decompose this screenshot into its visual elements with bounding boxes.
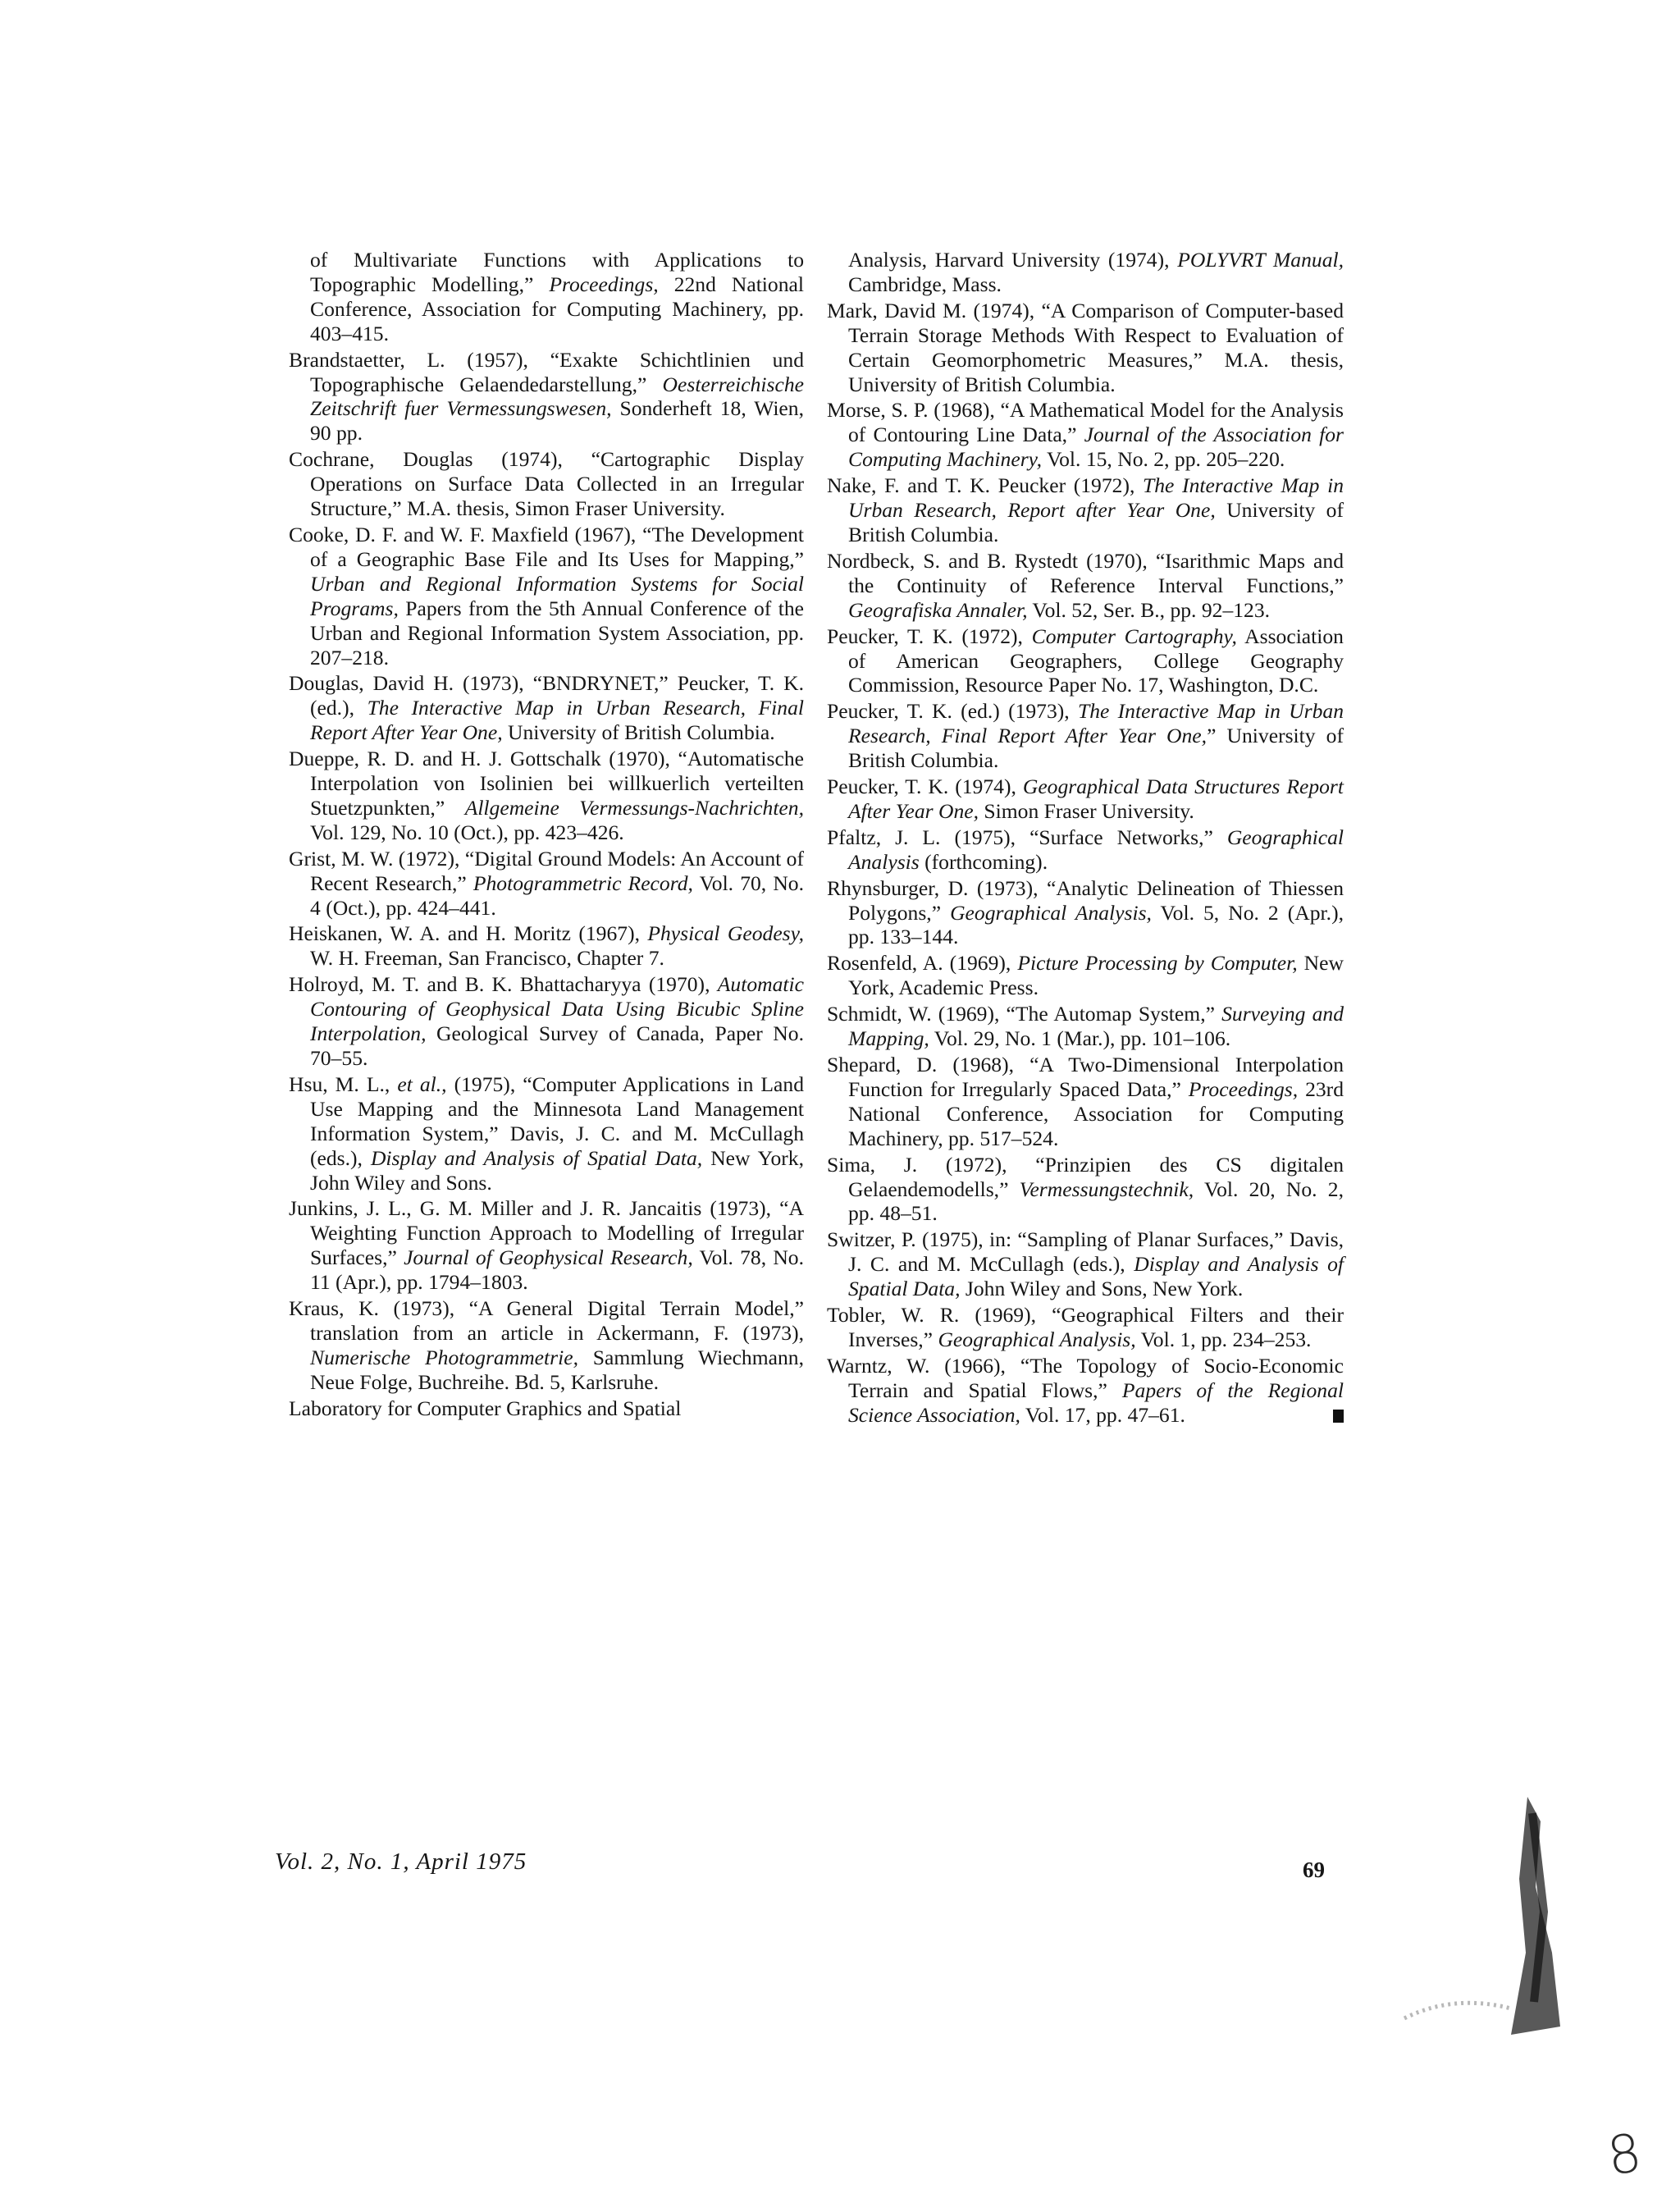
reference-entry <box>289 523 804 669</box>
reference-text: Association of American Geographers, College Geography Commission, Resource Paper No. 17, Washington, D.C. <box>848 624 1344 697</box>
reference-text: Cooke, D. F. and W. F. Maxfield (1967), “The Development of a Geographic Base File and Its Uses for Mapping,” <box>289 522 804 571</box>
reference-text: Holroyd, M. T. and B. K. Bhattacharyya (1970), <box>289 972 718 997</box>
reference-text: Cochrane, Douglas (1974), “Cartographic Display Operations on Surface Data Collected in an Irregular Structure,” M.A. thesis, Simon Fraser University. <box>289 447 804 521</box>
reference-entry <box>289 447 804 521</box>
reference-text: Peucker, T. K. (1974), <box>827 775 1023 799</box>
reference-entry <box>827 299 1344 397</box>
reference-text: Brandstaetter, L. (1957), “Exakte Schichtlinien und Topographische Gelaendedarstellung,” <box>289 347 804 396</box>
left-column <box>289 248 804 1423</box>
reference-title: Journal of Geophysical Research, <box>404 1245 693 1270</box>
reference-text: Sammlung Wiechmann, Neue Folge, Buchreihe. Bd. 5, Karlsruhe. <box>310 1345 804 1394</box>
page-number: 69 <box>1303 1858 1325 1882</box>
reference-entry <box>827 549 1344 623</box>
reference-title: Display and Analysis of Spatial Data, <box>370 1145 703 1170</box>
reference-text: Rhynsburger, D. (1973), “Analytic Delineation of Thiessen Polygons,” <box>827 875 1344 925</box>
reference-entry <box>827 775 1344 824</box>
reference-text: New York, John Wiley and Sons. <box>310 1145 804 1195</box>
reference-title: et al., <box>397 1072 447 1096</box>
reference-title: Numerische Photogrammetrie, <box>310 1345 578 1369</box>
reference-text: Hsu, M. L., <box>289 1072 398 1096</box>
reference-title: Proceedings, <box>1188 1076 1299 1101</box>
reference-text: Warntz, W. (1966), “The Topology of Socio-Economic Terrain and Spatial Flows,” <box>827 1353 1344 1402</box>
reference-entry <box>827 1354 1344 1428</box>
reference-text: Vol. 78, No. 11 (Apr.), pp. 1794–1803. <box>310 1245 804 1295</box>
reference-entry <box>827 825 1344 875</box>
reference-title: Allgemeine Vermessungs-Nachrichten, <box>464 795 804 820</box>
reference-text: Peucker, T. K. (1972), <box>827 624 1032 648</box>
reference-text: Vol. 70, No. 4 (Oct.), pp. 424–441. <box>310 871 805 920</box>
reference-text: Douglas, David H. (1973), “BNDRYNET,” Peucker, T. K. (ed.), <box>289 671 804 720</box>
reference-text: University of British Columbia. <box>848 498 1344 546</box>
reference-title: Display and Analysis of Spatial Data, <box>848 1252 1344 1301</box>
reference-text: Kraus, K. (1973), “A General Digital Terrain Model,” translation from an article in Ackermann, F. (1973), <box>289 1296 804 1345</box>
reference-text: Dueppe, R. D. and H. J. Gottschalk (1970), “Automatische Interpolation von Isolinien bei willkuerlich verteilten Stuetzpunkten,” <box>289 747 804 820</box>
reference-title: Surveying and Mapping, <box>848 1002 1344 1051</box>
reference-text: Vol. 52, Ser. B., pp. 92–123. <box>1027 597 1271 622</box>
reference-entry <box>289 921 804 971</box>
reference-text: Vol. 5, No. 2 (Apr.), pp. 133–144. <box>848 900 1344 949</box>
reference-entry <box>289 348 804 446</box>
reference-entry <box>827 699 1344 773</box>
reference-entry <box>289 1196 804 1295</box>
reference-text: Laboratory for Computer Graphics and Spatial <box>289 1396 682 1420</box>
reference-text: Mark, David M. (1974), “A Comparison of Computer-based Terrain Storage Methods With Respect to Evaluation of Certain Geomorphometric Measures,” M.A. thesis, University of British Columbia. <box>827 298 1344 396</box>
reference-text: 23rd National Conference, Association for Computing Machinery, pp. 517–524. <box>848 1076 1344 1150</box>
reference-entry <box>289 747 804 845</box>
reference-title: Geografiska Annaler, <box>848 597 1028 622</box>
reference-text: Simon Fraser University. <box>979 798 1194 823</box>
reference-text: ” University of British Columbia. <box>848 724 1344 773</box>
reference-entry <box>827 1153 1344 1227</box>
journal-footer: Vol. 2, No. 1, April 1975 <box>275 1848 527 1875</box>
reference-title: Oesterreichische Zeitschrift fuer Vermessungswesen, <box>310 372 804 421</box>
reference-text: Analysis, Harvard University (1974), <box>848 248 1178 272</box>
reference-text: Nordbeck, S. and B. Rystedt (1970), “Isarithmic Maps and the Continuity of Reference Interval Functions,” <box>827 548 1344 597</box>
reference-text: W. H. Freeman, San Francisco, Chapter 7. <box>310 946 664 971</box>
reference-text: Pfaltz, J. L. (1975), “Surface Networks,” <box>827 825 1227 849</box>
reference-text: Geological Survey of Canada, Paper No. 70–55. <box>310 1021 804 1070</box>
reference-text: 22nd National Conference, Association for Computing Machinery, pp. 403–415. <box>310 272 804 345</box>
reference-entry <box>827 951 1344 1000</box>
end-of-article-mark <box>1333 1410 1344 1423</box>
reference-entry <box>289 248 804 346</box>
reference-entry <box>827 624 1344 698</box>
reference-entry <box>827 1002 1344 1051</box>
reference-text: University of British Columbia. <box>502 720 775 745</box>
reference-text: Vol. 20, No. 2, pp. 48–51. <box>848 1177 1344 1226</box>
reference-title: POLYVRT Manual, <box>1177 248 1344 272</box>
reference-title: Geographical Data Structures Report After Year One, <box>848 775 1344 823</box>
reference-text: (forthcoming). <box>919 849 1048 874</box>
reference-title: Papers of the Regional Science Association, <box>848 1378 1344 1427</box>
reference-text: Papers from the 5th Annual Conference of the Urban and Regional Information System Association, pp. 207–218. <box>310 596 804 669</box>
reference-entry <box>289 972 804 1071</box>
reference-title: Vermessungstechnik, <box>1019 1177 1194 1201</box>
reference-title: The Interactive Map in Urban Research, Report after Year One, <box>848 473 1344 523</box>
reference-entry <box>827 1227 1344 1301</box>
reference-text: Peucker, T. K. (ed.) (1973), <box>827 699 1078 724</box>
reference-title: The Interactive Map in Urban Research, Final Report After Year One, <box>848 699 1344 748</box>
reference-title: Urban and Regional Information Systems for Social Programs, <box>310 571 804 620</box>
reference-entry <box>289 1296 804 1395</box>
right-column <box>827 248 1344 1429</box>
reference-title: Photogrammetric Record, <box>472 871 693 895</box>
reference-text: Grist, M. W. (1972), “Digital Ground Models: An Account of Recent Research,” <box>289 846 804 895</box>
reference-text: Sima, J. (1972), “Prinzipien des CS digitalen Gelaendemodells,” <box>827 1152 1344 1201</box>
reference-text: Heiskanen, W. A. and H. Moritz (1967), <box>289 921 648 946</box>
reference-text: Cambridge, Mass. <box>848 272 1002 296</box>
reference-text: John Wiley and Sons, New York. <box>960 1277 1244 1301</box>
reference-entry <box>827 1303 1344 1352</box>
reference-text: Sonderheft 18, Wien, 90 pp. <box>310 396 804 446</box>
reference-text: New York, Academic Press. <box>848 951 1344 1000</box>
reference-entry <box>289 847 804 921</box>
reference-text: Schmidt, W. (1969), “The Automap System,” <box>827 1002 1222 1026</box>
reference-entry <box>827 1053 1344 1151</box>
reference-text: Vol. 15, No. 2, pp. 205–220. <box>1042 447 1285 472</box>
reference-text: Vol. 129, No. 10 (Oct.), pp. 423–426. <box>310 820 624 844</box>
reference-text: Junkins, J. L., G. M. Miller and J. R. Jancaitis (1973), “A Weighting Function Approach to Modelling of Irregular Surfaces,” <box>289 1196 804 1270</box>
reference-text: Switzer, P. (1975), in: “Sampling of Planar Surfaces,” Davis, J. C. and M. McCullagh (eds.), <box>827 1227 1344 1277</box>
reference-entry <box>289 671 804 745</box>
reference-title: Computer Cartography, <box>1031 624 1237 648</box>
handwritten-page-mark: 8 <box>1604 2123 1646 2188</box>
reference-entry <box>289 1396 804 1421</box>
reference-text: Shepard, D. (1968), “A Two-Dimensional Interpolation Function for Irregularly Spaced Data,” <box>827 1053 1344 1101</box>
reference-text: Tobler, W. R. (1969), “Geographical Filters and their Inverses,” <box>827 1303 1344 1351</box>
reference-title: Geographical Analysis, <box>938 1327 1136 1351</box>
reference-entry <box>827 248 1344 297</box>
reference-entry <box>827 876 1344 950</box>
reference-text: Nake, F. and T. K. Peucker (1972), <box>827 473 1144 498</box>
scan-smudge <box>1388 1789 1585 2043</box>
reference-entry <box>289 1072 804 1195</box>
reference-title: Proceedings, <box>549 272 659 296</box>
reference-title: Geographical Analysis <box>848 825 1344 874</box>
reference-text: Vol. 1, pp. 234–253. <box>1135 1327 1312 1351</box>
reference-title: Automatic Contouring of Geophysical Data Using Bicubic Spline Interpolation, <box>310 972 804 1046</box>
reference-title: Geographical Analysis, <box>950 900 1152 925</box>
reference-text: Rosenfeld, A. (1969), <box>827 951 1018 976</box>
reference-text: Vol. 17, pp. 47–61. <box>1020 1402 1185 1427</box>
reference-title: Physical Geodesy, <box>647 921 804 946</box>
reference-entry <box>827 473 1344 547</box>
reference-title: Journal of the Association for Computing Machinery, <box>848 423 1344 472</box>
reference-text: Morse, S. P. (1968), “A Mathematical Model for the Analysis of Contouring Line Data,” <box>827 398 1344 447</box>
reference-entry <box>827 398 1344 472</box>
reference-text: of Multivariate Functions with Applications to Topographic Modelling,” <box>310 248 804 296</box>
reference-text: (1975), “Computer Applications in Land Use Mapping and the Minnesota Land Management Information System,” Davis, J. C. and M. McCullagh (eds.), <box>310 1072 804 1170</box>
reference-text: Vol. 29, No. 1 (Mar.), pp. 101–106. <box>929 1026 1231 1051</box>
reference-title: The Interactive Map in Urban Research, Final Report After Year One, <box>310 696 804 745</box>
reference-title: Picture Processing by Computer, <box>1017 951 1298 976</box>
